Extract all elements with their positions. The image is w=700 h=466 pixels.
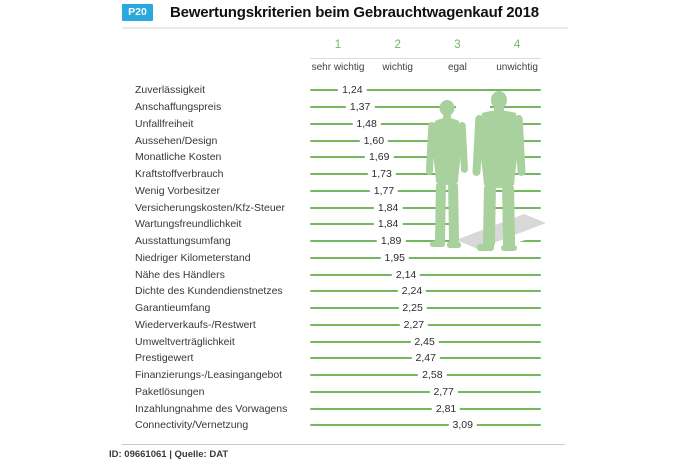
scale-tick (382, 38, 413, 73)
criteria-label: Nähe des Händlers (135, 268, 225, 281)
scale-tick-label: sehr wichtig (311, 62, 365, 73)
scale-tick (311, 38, 365, 73)
criteria-value: 2,58 (418, 369, 446, 381)
criteria-value: 1,48 (352, 118, 380, 130)
scale-tick (447, 38, 467, 73)
criteria-label: Umweltverträglichkeit (135, 335, 235, 348)
criteria-value: 2,27 (400, 319, 428, 331)
scale-tick-label: egal (447, 62, 467, 73)
criteria-label: Paketlösungen (135, 385, 205, 398)
criteria-label: Unfallfreiheit (135, 117, 194, 130)
criteria-row (122, 317, 568, 334)
criteria-label: Garantieumfang (135, 302, 211, 315)
criteria-label: Anschaffungspreis (135, 101, 222, 114)
criteria-value: 1,60 (360, 135, 388, 147)
criteria-value: 1,84 (374, 202, 402, 214)
criteria-value: 2,14 (392, 269, 420, 281)
scale-tick-label: unwichtig (496, 62, 538, 73)
page-title: Bewertungskriterien beim Gebrauchtwagenkauf 2018 (170, 3, 539, 21)
criteria-value: 1,77 (370, 185, 398, 197)
criteria-row (122, 283, 568, 300)
scale-tick (496, 38, 538, 73)
criteria-label: Wenig Vorbesitzer (135, 184, 221, 197)
criteria-value: 2,77 (429, 386, 457, 398)
criteria-value: 3,09 (449, 419, 477, 431)
criteria-label: Finanzierungs-/Leasingangebot (135, 369, 283, 382)
scale-tick-number: 4 (513, 39, 521, 51)
criteria-label: Dichte des Kundendienstnetzes (135, 285, 283, 298)
criteria-row (122, 367, 568, 384)
criteria-label: Zuverlässigkeit (135, 84, 206, 97)
criteria-line (310, 274, 541, 276)
criteria-row (122, 417, 568, 434)
criteria-line (310, 408, 541, 410)
scale-tick-label: wichtig (382, 62, 413, 73)
criteria-line (310, 391, 541, 393)
criteria-value: 1,69 (365, 151, 393, 163)
criteria-value: 2,45 (410, 336, 438, 348)
criteria-line (310, 257, 541, 259)
scale-tick-number: 1 (334, 39, 342, 51)
criteria-value: 2,25 (398, 302, 426, 314)
criteria-label: Monatliche Kosten (135, 151, 222, 164)
criteria-label: Ausstattungsumfang (135, 235, 231, 248)
scale-header (122, 38, 568, 78)
criteria-label: Niedriger Kilometerstand (135, 251, 251, 264)
criteria-value: 1,24 (338, 84, 366, 96)
criteria-row (122, 384, 568, 401)
criteria-value: 1,73 (367, 168, 395, 180)
scale-tick-number: 2 (394, 39, 401, 51)
footer-divider (122, 444, 565, 445)
criteria-row (122, 300, 568, 317)
criteria-row (122, 266, 568, 283)
criteria-value: 1,89 (377, 235, 405, 247)
criteria-value: 1,37 (346, 101, 374, 113)
criteria-row (122, 350, 568, 367)
source-note: ID: 09661061 | Quelle: DAT (109, 449, 229, 460)
slide-number-badge: P20 (122, 4, 153, 21)
criteria-value: 1,84 (374, 218, 402, 230)
criteria-value: 2,47 (412, 352, 440, 364)
criteria-label: Inzahlungnahme des Vorwagens (135, 402, 288, 415)
scale-rule (310, 58, 541, 59)
criteria-value: 2,24 (398, 285, 426, 297)
scale-tick-number: 3 (454, 39, 461, 51)
criteria-label: Wartungsfreundlichkeit (135, 218, 242, 231)
criteria-label: Versicherungskosten/Kfz-Steuer (135, 201, 285, 214)
criteria-value: 2,81 (432, 403, 460, 415)
criteria-row (122, 333, 568, 350)
criteria-value: 1,95 (380, 252, 408, 264)
standing-couple-silhouette (422, 84, 552, 254)
criteria-label: Kraftstoffverbrauch (135, 168, 224, 181)
criteria-row (122, 400, 568, 417)
criteria-label: Aussehen/Design (135, 134, 218, 147)
criteria-label: Connectivity/Vernetzung (135, 419, 249, 432)
header (122, 2, 539, 22)
criteria-line (310, 424, 541, 426)
criteria-label: Prestigewert (135, 352, 194, 365)
header-divider (122, 27, 568, 29)
criteria-label: Wiederverkaufs-/Restwert (135, 318, 256, 331)
